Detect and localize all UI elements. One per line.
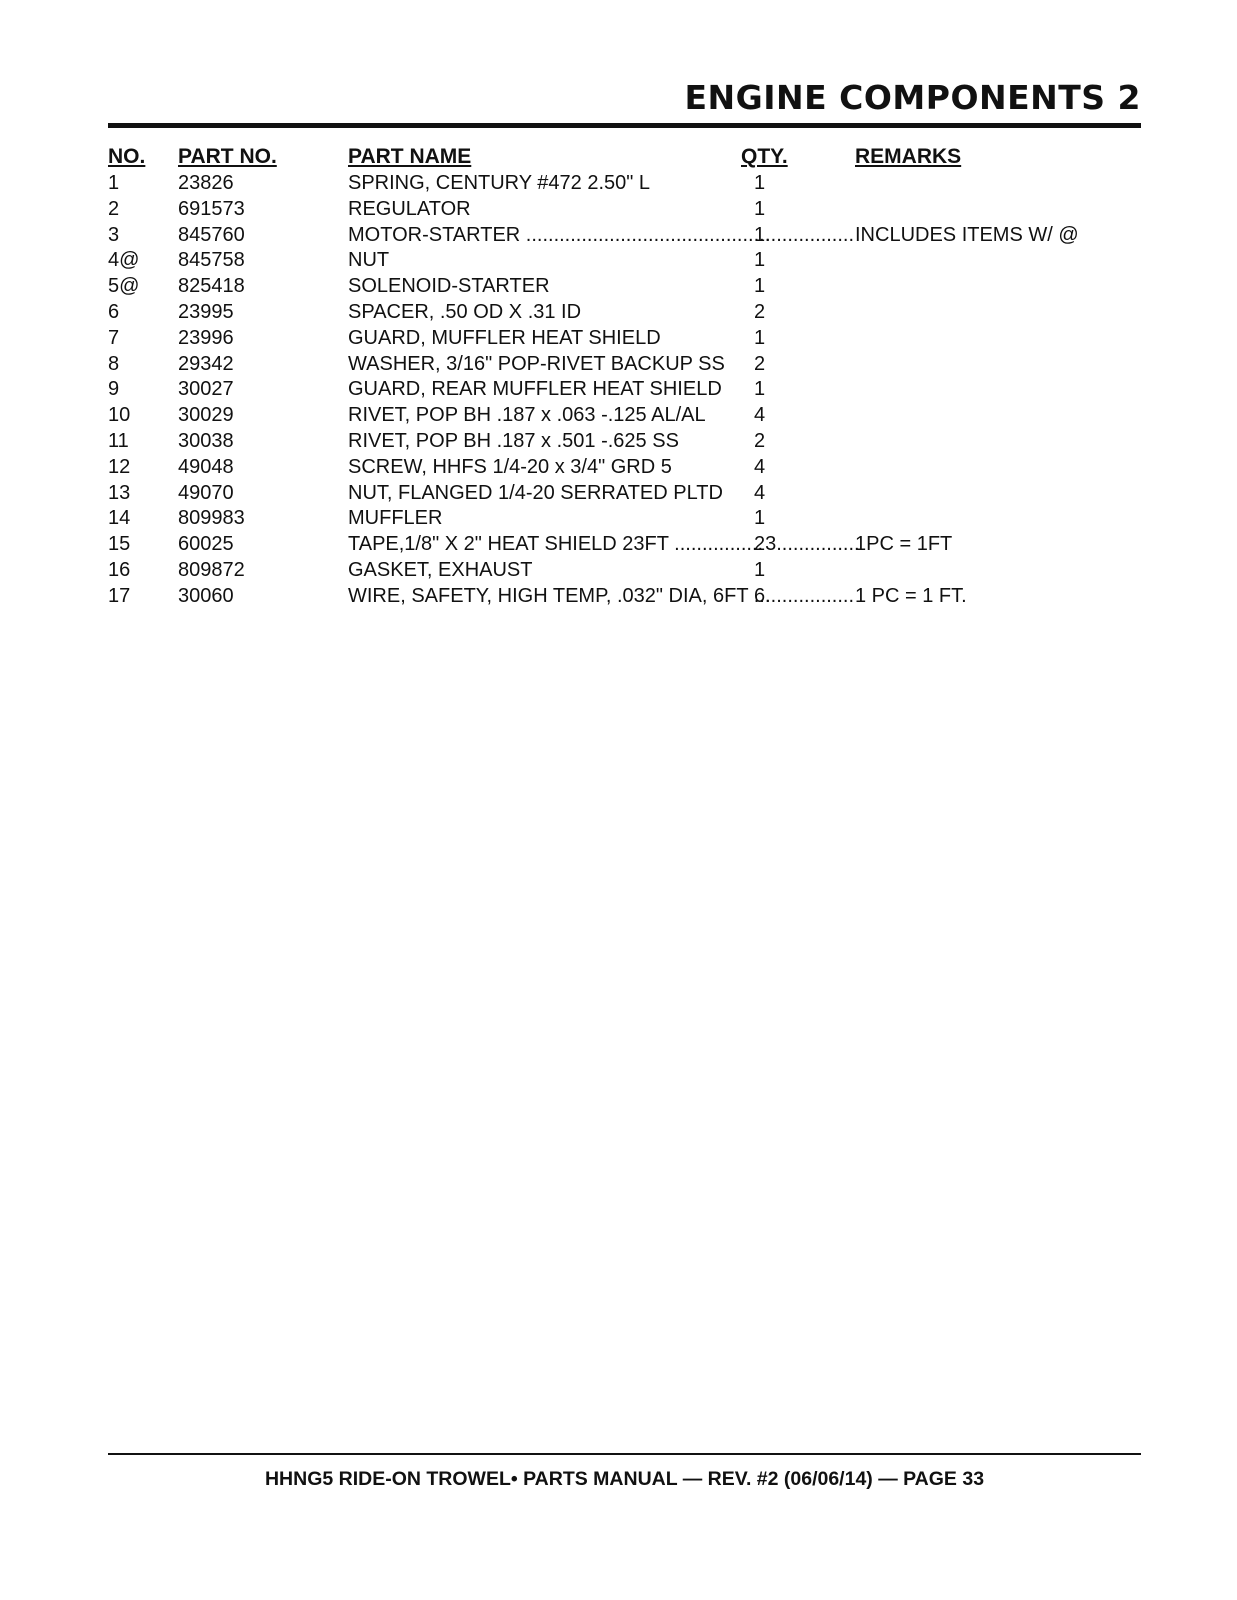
row-part-name: NUT, FLANGED 1/4-20 SERRATED PLTD	[348, 481, 723, 504]
page-footer: HHNG5 RIDE-ON TROWEL• PARTS MANUAL — REV. #2 (06/06/14) — PAGE 33	[264, 1468, 985, 1490]
row-qty: 2	[754, 352, 766, 375]
row-no: 7	[108, 326, 120, 349]
row-qty: 1	[754, 378, 766, 401]
row-part-name: NUT	[348, 249, 390, 272]
table-row	[108, 532, 1141, 558]
row-qty: 6................	[754, 584, 855, 607]
row-remarks: INCLUDES ITEMS W/ @	[855, 223, 1079, 246]
row-qty: 1	[754, 507, 766, 530]
row-part-name: MUFFLER	[348, 507, 443, 530]
row-qty: 1	[754, 197, 766, 220]
header-part-no: PART NO.	[178, 145, 277, 168]
row-no: 12	[108, 455, 131, 478]
table-row	[108, 326, 1141, 352]
row-part-name: MOTOR-STARTER ............................................	[348, 223, 771, 246]
table-row	[108, 352, 1141, 378]
table-row	[108, 300, 1141, 326]
table-row	[108, 558, 1141, 584]
table-row	[108, 377, 1141, 403]
row-no: 3	[108, 223, 120, 246]
row-part-no: 845758	[178, 249, 245, 272]
row-qty: 1	[754, 275, 766, 298]
row-part-no: 49048	[178, 455, 234, 478]
row-part-name: GUARD, MUFFLER HEAT SHIELD	[348, 326, 661, 349]
row-no: 16	[108, 558, 131, 581]
row-part-name: RIVET, POP BH .187 x .501 -.625 SS	[348, 429, 679, 452]
row-no: 8	[108, 352, 120, 375]
row-qty: 1................	[754, 223, 855, 246]
row-no: 15	[108, 533, 131, 556]
row-qty: 1	[754, 172, 766, 194]
row-qty: 4	[754, 455, 766, 478]
row-part-name: TAPE,1/8" X 2" HEAT SHIELD 23FT ................	[348, 533, 764, 556]
table-row	[108, 403, 1141, 429]
table-row	[108, 584, 1141, 610]
row-part-name: WIRE, SAFETY, HIGH TEMP, .032" DIA, 6FT ...	[348, 584, 771, 607]
header-remarks: REMARKS	[855, 145, 962, 168]
header-part-name: PART NAME	[348, 145, 472, 168]
row-no: 5@	[108, 275, 140, 298]
row-part-no: 30029	[178, 404, 234, 427]
row-no: 14	[108, 507, 131, 530]
row-qty: 4	[754, 481, 766, 504]
row-part-name: SCREW, HHFS 1/4-20 x 3/4" GRD 5	[348, 455, 672, 478]
page-title: ENGINE COMPONENTS 2	[684, 78, 1141, 117]
row-part-no: 809872	[178, 558, 245, 581]
row-part-no: 23996	[178, 326, 234, 349]
row-no: 4@	[108, 249, 140, 272]
row-qty: 2	[754, 300, 766, 323]
row-remarks: 1 PC = 1 FT.	[855, 584, 967, 607]
row-no: 6	[108, 300, 120, 323]
table-row	[108, 197, 1141, 223]
row-no: 2	[108, 197, 120, 220]
table-row	[108, 506, 1141, 532]
row-no: 11	[108, 429, 129, 452]
row-part-no: 809983	[178, 507, 245, 530]
table-row	[108, 455, 1141, 481]
row-part-no: 30060	[178, 584, 234, 607]
row-part-no: 23826	[178, 172, 234, 194]
row-part-no: 30027	[178, 378, 234, 401]
row-part-name: SPACER, .50 OD X .31 ID	[348, 300, 582, 323]
table-header-row	[108, 144, 1141, 171]
parts-table	[108, 144, 1141, 610]
row-qty: 4	[754, 404, 766, 427]
row-part-no: 30038	[178, 429, 234, 452]
table-row	[108, 223, 1141, 249]
table-row	[108, 274, 1141, 300]
footer-rule	[108, 1453, 1141, 1455]
row-qty: 1	[754, 249, 766, 272]
row-part-name: GUARD, REAR MUFFLER HEAT SHIELD	[348, 378, 722, 401]
table-row	[108, 481, 1141, 507]
row-qty: 1	[754, 326, 766, 349]
row-part-no: 825418	[178, 275, 245, 298]
row-part-name: SPRING, CENTURY #472 2.50" L	[348, 172, 651, 194]
row-part-no: 29342	[178, 352, 234, 375]
row-part-no: 49070	[178, 481, 234, 504]
row-part-name: RIVET, POP BH .187 x .063 -.125 AL/AL	[348, 404, 706, 427]
table-row	[108, 171, 1141, 197]
row-qty: 1	[754, 558, 766, 581]
row-no: 9	[108, 378, 120, 401]
row-part-name: SOLENOID-STARTER	[348, 275, 550, 298]
table-row	[108, 429, 1141, 455]
row-part-name: REGULATOR	[348, 197, 471, 220]
row-part-no: 60025	[178, 533, 234, 556]
table-row	[108, 248, 1141, 274]
header-no: NO.	[108, 145, 146, 168]
row-part-name: WASHER, 3/16" POP-RIVET BACKUP SS	[348, 352, 725, 375]
row-part-no: 691573	[178, 197, 245, 220]
row-part-no: 23995	[178, 300, 234, 323]
header-qty: QTY.	[741, 145, 788, 168]
row-part-no: 845760	[178, 223, 245, 246]
row-remarks: 1PC = 1FT	[855, 533, 953, 556]
title-rule	[108, 123, 1141, 128]
row-no: 13	[108, 481, 131, 504]
row-no: 10	[108, 404, 131, 427]
row-no: 17	[108, 584, 131, 607]
row-no: 1	[108, 172, 120, 194]
row-part-name: GASKET, EXHAUST	[348, 558, 533, 581]
row-qty: 2	[754, 429, 766, 452]
row-qty: 23...............	[754, 533, 860, 556]
